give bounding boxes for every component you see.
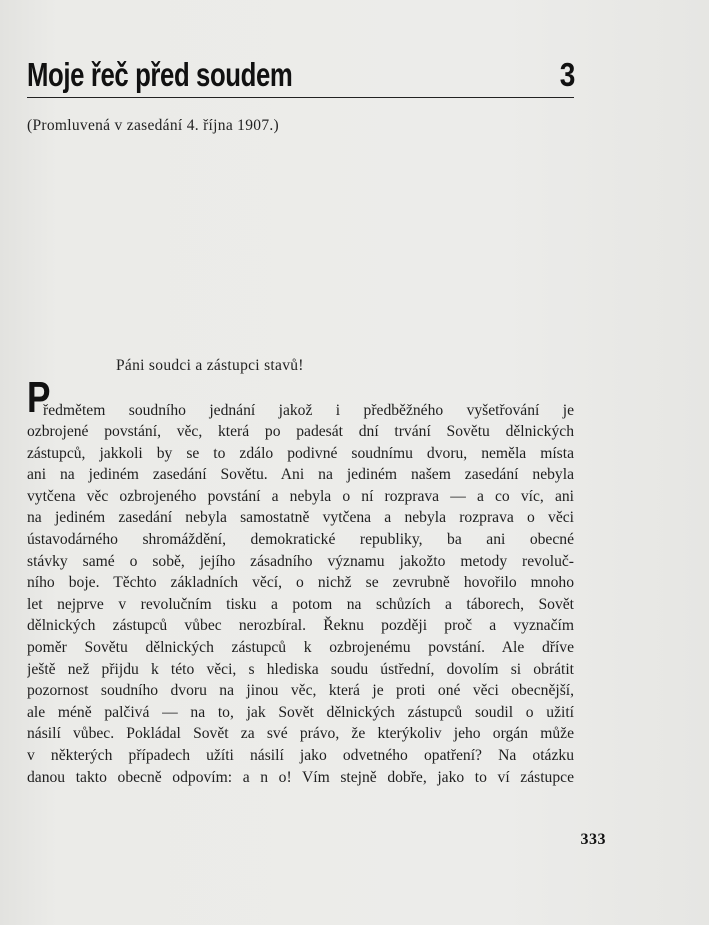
text-line: zástupců, jakkoli by se to zdálo podivné soudnímu dvoru, neměla místa [27, 444, 574, 462]
text-line: ještě než přijdu k této věci, s hlediska soudu ústřední, dovolím si obrátit [27, 660, 574, 678]
first-line [27, 373, 574, 422]
text-line: poměr Sovětu dělnických zástupců k ozbrojenému povstání. Ale dříve [27, 638, 574, 656]
chapter-title: Moje řeč před soudem [27, 56, 293, 93]
text-line: ústavodárného shromáždění, demokratické republiky, ba ani obecné [27, 530, 574, 548]
title-rule [27, 97, 574, 98]
chapter-number: 3 [559, 56, 575, 93]
text-line: násilí vůbec. Pokládal Sovět za své právo, že kterýkoliv jeho orgán může [27, 725, 574, 743]
page-number: 333 [580, 831, 606, 848]
body-text [27, 373, 574, 788]
chapter-subtitle: (Promluvená v zasedání 4. října 1907.) [27, 117, 280, 134]
text-line: ředmětem soudního jednání jakož i předběžného vyšetřování je [43, 402, 574, 419]
text-line: dělnických zástupců vůbec nerozbíral. Řeknu později proč a vyznačím [27, 617, 574, 635]
drop-cap: P [27, 373, 51, 422]
text-line: ozbrojené povstání, věc, která po padesát dní trvání Sovětu dělnických [27, 423, 574, 440]
text-line: pozornost soudního dvoru na jinou věc, která je proti oné věci obecnější, [27, 682, 574, 700]
salutation: Páni soudci a zástupci stavů! [116, 357, 304, 374]
text-line: let nejprve v revolučním tisku a potom na schůzích a táborech, Sovět [27, 595, 574, 613]
text-line: ale méně palčivá — na to, jak Sovět dělnických zástupců soudil o užití [27, 703, 574, 721]
text-line: v některých případech užíti násilí jako odvetného opatření? Na otázku [27, 746, 574, 764]
text-line: na jediném zasedání nebyla samostatně vytčena a nebyla rozprava o věci [27, 509, 574, 527]
text-line: ani na jediném zasedání Sovětu. Ani na jediném našem zasedání nebyla [27, 466, 574, 484]
text-line: danou takto obecně odpovím: a n o! Vím stejně dobře, jako to ví zástupce [27, 768, 574, 786]
text-line: ního boje. Těchto základních věcí, o nichž se zevrubně hovořilo mnoho [27, 574, 574, 592]
text-line: vytčena věc ozbrojeného povstání a nebyla o ní rozprava — a co víc, ani [27, 487, 574, 505]
text-line: stávky samé o sobě, jejího zásadního významu jakožto metody revoluč- [27, 552, 574, 570]
